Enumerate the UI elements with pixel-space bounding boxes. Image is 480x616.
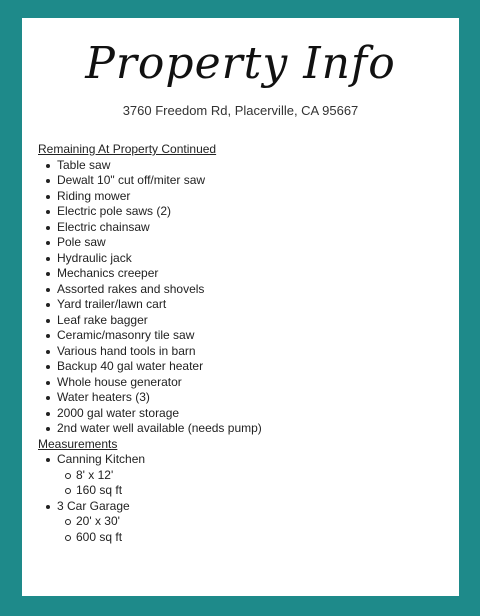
measurement-group-label: 3 Car Garage — [57, 498, 130, 513]
measurements-list — [38, 452, 449, 468]
list-item: Table saw — [38, 158, 449, 174]
list-item: Pole saw — [38, 235, 449, 251]
list-item: Electric chainsaw — [38, 220, 449, 236]
list-subitem: 20' x 30' — [38, 514, 449, 530]
list-item: Hydraulic jack — [38, 251, 449, 267]
measurement-group-label: Canning Kitchen — [57, 452, 146, 466]
list-item: Ceramic/masonry tile saw — [38, 328, 449, 344]
document-page — [22, 18, 459, 596]
list-item: 2000 gal water storage — [38, 406, 449, 422]
list-item: Backup 40 gal water heater — [38, 359, 449, 375]
page-title: Property Info — [85, 38, 396, 89]
list-subitem: 160 sq ft — [38, 483, 449, 499]
property-address: 3760 Freedom Rd, Placerville, CA 95667 — [122, 103, 359, 118]
list-item: 2nd water well available (needs pump) — [38, 421, 449, 437]
list-item: Riding mower — [38, 189, 449, 205]
list-item: Water heaters (3) — [38, 390, 449, 406]
list-item: Dewalt 10" cut off/miter saw — [38, 173, 449, 189]
garage-sublist — [38, 514, 449, 545]
remaining-items-list — [38, 158, 449, 437]
measurements-list-continued — [38, 499, 449, 515]
list-item: Yard trailer/lawn cart — [38, 297, 449, 313]
list-item: Various hand tools in barn — [38, 344, 449, 360]
section-heading-measurements: Measurements — [38, 436, 118, 451]
section-heading-remaining: Remaining At Property Continued — [38, 142, 217, 156]
measurement-group-garage — [38, 499, 449, 515]
list-item: Electric pole saws (2) — [38, 204, 449, 220]
measurement-group-canning-kitchen — [38, 452, 449, 468]
content-body — [38, 142, 449, 545]
list-item: Leaf rake bagger — [38, 313, 449, 329]
list-item: Assorted rakes and shovels — [38, 282, 449, 298]
canning-kitchen-sublist — [38, 468, 449, 499]
list-item: Whole house generator — [38, 375, 449, 391]
list-subitem: 600 sq ft — [38, 530, 449, 546]
list-subitem: 8' x 12' — [38, 468, 449, 484]
list-item: Mechanics creeper — [38, 266, 449, 282]
